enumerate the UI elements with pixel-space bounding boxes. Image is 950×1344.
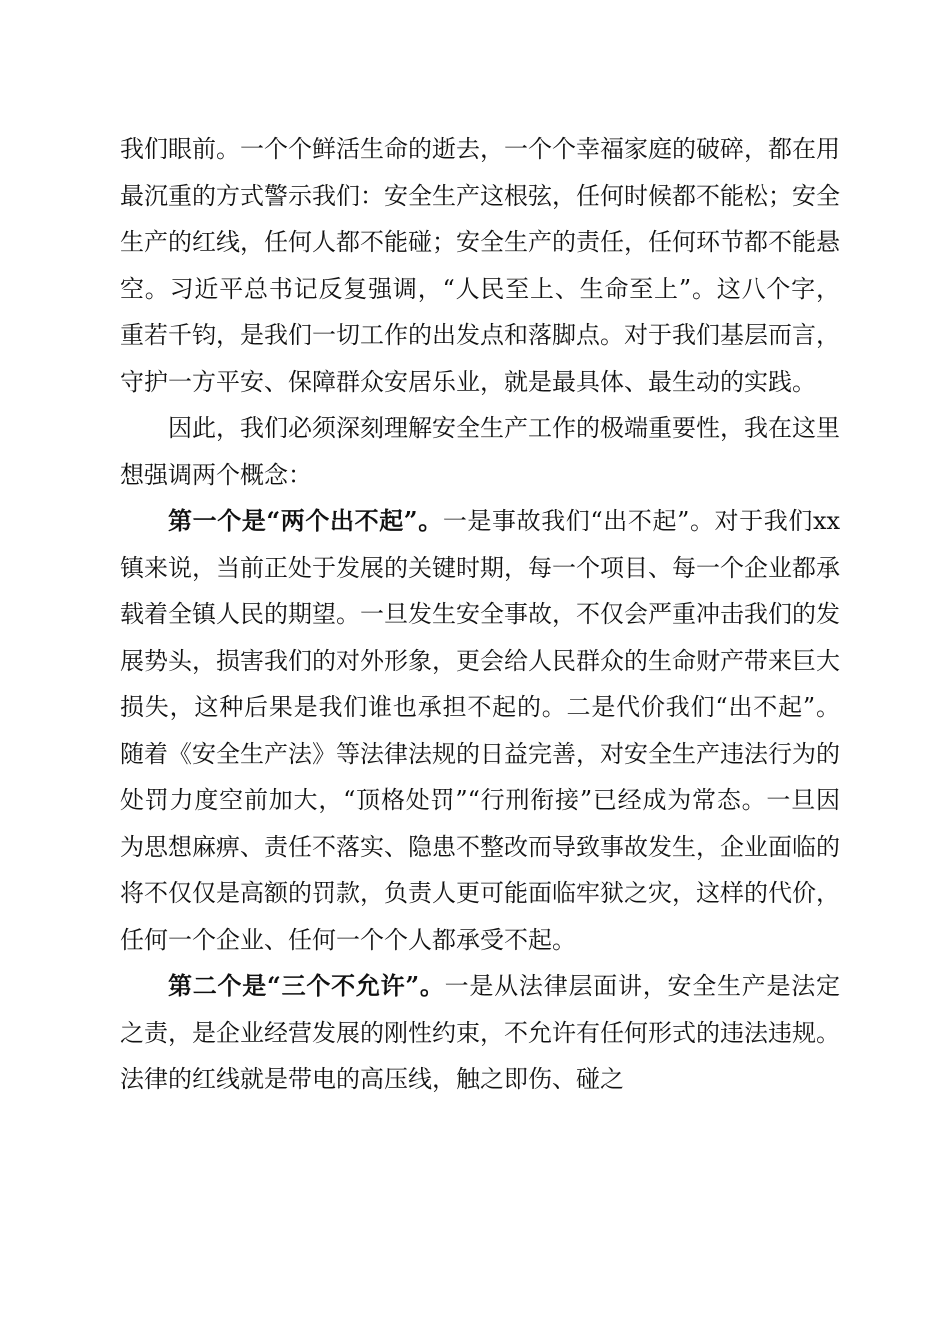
paragraph-3-heading: 第一个是“两个出不起”。 <box>168 506 443 535</box>
document-body <box>120 126 840 1103</box>
paragraph-4-text: 一是从法律层面讲，安全生产是法定之责，是企业经营发展的刚性约束，不允许有任何形式的违法违规。法律的红线就是带电的高压线，触之即伤、碰之 <box>120 972 840 1093</box>
paragraph-3 <box>120 498 840 963</box>
paragraph-1 <box>120 126 840 405</box>
paragraph-1-text: 我们眼前。一个个鲜活生命的逝去，一个个幸福家庭的破碎，都在用最沉重的方式警示我们：安全生产这根弦，任何时候都不能松；安全生产的红线，任何人都不能碰；安全生产的责任，任何环节都不能悬空。习近平总书记反复强调，“人民至上、生命至上”。这八个字，重若千钧，是我们一切工作的出发点和落脚点。对于我们基层而言，守护一方平安、保障群众安居乐业，就是最具体、最生动的实践。 <box>120 135 840 396</box>
paragraph-2 <box>120 405 840 498</box>
paragraph-3-text: 一是事故我们“出不起”。对于我们xx镇来说，当前正处于发展的关键时期，每一个项目、每一个企业都承载着全镇人民的期望。一旦发生安全事故，不仅会严重冲击我们的发展势头，损害我们的对外形象，更会给人民群众的生命财产带来巨大损失，这种后果是我们谁也承担不起的。二是代价我们“出不起”。随着《安全生产法》等法律法规的日益完善，对安全生产违法行为的处罚力度空前加大，“顶格处罚”“行刑衔接”已经成为常态。一旦因为思想麻痹、责任不落实、隐患不整改而导致事故发生，企业面临的将不仅仅是高额的罚款，负责人更可能面临牢狱之灾，这样的代价，任何一个企业、任何一个个人都承受不起。 <box>120 507 841 954</box>
paragraph-2-text: 因此，我们必须深刻理解安全生产工作的极端重要性，我在这里想强调两个概念： <box>120 414 840 489</box>
paragraph-4-heading: 第二个是“三个不允许”。 <box>168 971 445 1000</box>
paragraph-4 <box>120 963 840 1103</box>
